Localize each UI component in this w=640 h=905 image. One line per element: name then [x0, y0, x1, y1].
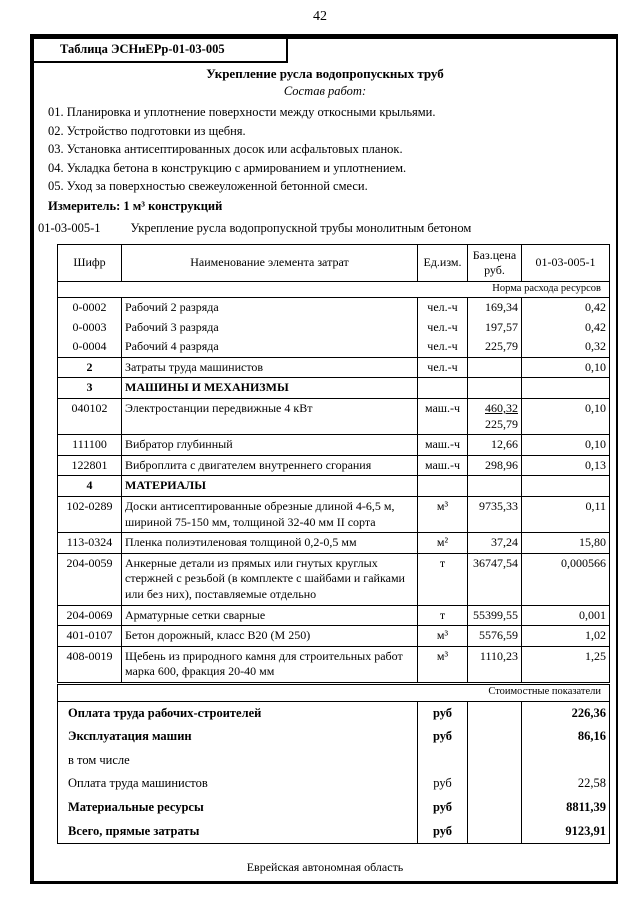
- row-price-cell: 36747,54: [468, 553, 522, 605]
- cost-row: [58, 725, 610, 749]
- cost-row: [58, 796, 610, 820]
- work-item: 03. Установка антисептированных досок или асфальтовых планок.: [48, 142, 403, 156]
- row-code-cell: 4: [58, 476, 122, 497]
- col-header-unit: Ед.изм.: [418, 244, 468, 281]
- col-header-base-price-line1: Баз.цена: [472, 247, 517, 262]
- row-code-cell: 204-0059: [58, 553, 122, 605]
- cost-empty-cell: [468, 701, 522, 725]
- row-price-cell: 1110,23: [468, 646, 522, 683]
- row-name-cell: МАШИНЫ И МЕХАНИЗМЫ: [122, 378, 418, 399]
- cost-unit-cell: руб: [418, 772, 468, 796]
- cost-empty-cell: [468, 749, 522, 773]
- cost-value-cell: [522, 749, 610, 773]
- cost-value-cell: 8811,39: [522, 796, 610, 820]
- cost-unit-cell: руб: [418, 820, 468, 844]
- row-unit-cell: маш.-ч: [418, 435, 468, 456]
- cost-band-label: Стоимостные показатели: [58, 683, 610, 701]
- row-price-cell: 5576,59: [468, 626, 522, 647]
- row-code-cell: 0-0003: [58, 318, 122, 338]
- row-price-cell: 225,79: [468, 337, 522, 357]
- row-price-cell: 9735,33: [468, 497, 522, 533]
- row-price-cell: [468, 357, 522, 378]
- row-unit-cell: маш.-ч: [418, 399, 468, 435]
- row-unit-cell: чел.-ч: [418, 357, 468, 378]
- row-unit-cell: т: [418, 553, 468, 605]
- row-price-cell: 12,66: [468, 435, 522, 456]
- row-norm-cell: [522, 476, 610, 497]
- cost-label-cell: Оплата труда машинистов: [58, 772, 418, 796]
- row-name-cell: Виброплита с двигателем внутреннего сгорания: [122, 455, 418, 476]
- cost-empty-cell: [468, 725, 522, 749]
- row-price-cell: 37,24: [468, 533, 522, 554]
- table-row: [58, 298, 610, 318]
- row-price-cell: [468, 476, 522, 497]
- norm-band-row: [58, 281, 610, 298]
- cost-empty-cell: [468, 772, 522, 796]
- cost-label-cell: Всего, прямые затраты: [58, 820, 418, 844]
- work-item: 02. Устройство подготовки из щебня.: [48, 123, 246, 138]
- table-row: [58, 357, 610, 378]
- table-row: [58, 626, 610, 647]
- table-row: [58, 435, 610, 456]
- table-row: [58, 553, 610, 605]
- cost-row: [58, 701, 610, 725]
- cost-label-cell: в том числе: [58, 749, 418, 773]
- row-unit-cell: чел.-ч: [418, 298, 468, 318]
- row-norm-cell: 0,10: [522, 357, 610, 378]
- col-header-norm-code: 01-03-005-1: [522, 244, 610, 281]
- cost-section: [58, 683, 610, 701]
- document-title: Укрепление русла водопропускных труб: [206, 66, 444, 81]
- row-name-cell: Рабочий 4 разряда: [122, 337, 418, 357]
- measurer-line: Измеритель: 1 м³ конструкций: [48, 198, 223, 213]
- cost-label-cell: Материальные ресурсы: [58, 796, 418, 820]
- row-name-cell: Рабочий 2 разряда: [122, 298, 418, 318]
- cost-value-cell: 86,16: [522, 725, 610, 749]
- table-row: [58, 497, 610, 533]
- col-header-base-price-line2: руб.: [484, 262, 505, 277]
- row-name-cell: Щебень из природного камня для строительных работ марка 600, фракция 20-40 мм: [122, 646, 418, 683]
- row-code-cell: 2: [58, 357, 122, 378]
- row-norm-cell: 0,10: [522, 399, 610, 435]
- row-price-cell: [468, 378, 522, 399]
- row-unit-cell: чел.-ч: [418, 318, 468, 338]
- norm-band-label: Норма расхода ресурсов: [58, 281, 610, 298]
- row-code-cell: 204-0069: [58, 605, 122, 626]
- table-label: Таблица ЭСНиЕРр-01-03-005: [34, 39, 288, 63]
- row-name-cell: Вибратор глубинный: [122, 435, 418, 456]
- table-row: [58, 476, 610, 497]
- row-price-cell: 298,96: [468, 455, 522, 476]
- row-norm-cell: 15,80: [522, 533, 610, 554]
- row-norm-cell: 0,42: [522, 298, 610, 318]
- row-name-cell: МАТЕРИАЛЫ: [122, 476, 418, 497]
- cost-empty-cell: [468, 820, 522, 844]
- row-code-cell: 102-0289: [58, 497, 122, 533]
- row-norm-cell: [522, 378, 610, 399]
- cost-value-cell: 22,58: [522, 772, 610, 796]
- table-row: [58, 533, 610, 554]
- row-norm-cell: 0,10: [522, 435, 610, 456]
- cost-band-row: [58, 683, 610, 701]
- row-price-cell: 55399,55: [468, 605, 522, 626]
- row-norm-cell: 0,11: [522, 497, 610, 533]
- row-unit-cell: [418, 378, 468, 399]
- work-items-list: [48, 103, 616, 196]
- table-row: [58, 399, 610, 435]
- table-row: [58, 378, 610, 399]
- work-composition-heading: Состав работ:: [283, 84, 367, 98]
- page-number: 42: [313, 9, 327, 24]
- cost-unit-cell: руб: [418, 796, 468, 820]
- table-row: [58, 646, 610, 683]
- row-unit-cell: [418, 476, 468, 497]
- work-item: 04. Укладка бетона в конструкцию с армированием и уплотнением.: [48, 160, 407, 175]
- col-header-base-price: [468, 244, 522, 281]
- row-name-cell: Рабочий 3 разряда: [122, 318, 418, 338]
- document-frame: [30, 34, 618, 884]
- row-unit-cell: м²: [418, 533, 468, 554]
- norm-code: 01-03-005-1: [38, 220, 101, 235]
- row-code-cell: 0-0002: [58, 298, 122, 318]
- row-code-cell: 111100: [58, 435, 122, 456]
- row-norm-cell: 0,000566: [522, 553, 610, 605]
- resource-rows: [58, 298, 610, 684]
- cost-row: [58, 772, 610, 796]
- row-unit-cell: чел.-ч: [418, 337, 468, 357]
- cost-value-cell: 9123,91: [522, 820, 610, 844]
- cost-unit-cell: руб: [418, 725, 468, 749]
- table-row: [58, 605, 610, 626]
- cost-row: [58, 749, 610, 773]
- row-code-cell: 408-0019: [58, 646, 122, 683]
- row-name-cell: Бетон дорожный, класс В20 (М 250): [122, 626, 418, 647]
- work-item: 05. Уход за поверхностью свежеуложенной бетонной смеси.: [48, 179, 368, 193]
- row-unit-cell: маш.-ч: [418, 455, 468, 476]
- row-code-cell: 040102: [58, 399, 122, 435]
- cost-row: [58, 820, 610, 844]
- row-unit-cell: м³: [418, 646, 468, 683]
- norm-title-line: [38, 221, 616, 236]
- row-norm-cell: 0,42: [522, 318, 610, 338]
- cost-value-cell: 226,36: [522, 701, 610, 725]
- row-unit-cell: м³: [418, 497, 468, 533]
- row-code-cell: 122801: [58, 455, 122, 476]
- row-norm-cell: 1,25: [522, 646, 610, 683]
- row-unit-cell: т: [418, 605, 468, 626]
- row-name-cell: Анкерные детали из прямых или гнутых круглых стержней с резьбой (в комплекте с шайбами и гайками или без них), поставляемые отдельно: [122, 553, 418, 605]
- row-name-cell: Арматурные сетки сварные: [122, 605, 418, 626]
- row-code-cell: 3: [58, 378, 122, 399]
- row-name-cell: Доски антисептированные обрезные длиной 4-6,5 м, шириной 75-150 мм, толщиной 32-40 мм II сорта: [122, 497, 418, 533]
- footer-region-label: Еврейская автономная область: [246, 860, 404, 875]
- row-norm-cell: 1,02: [522, 626, 610, 647]
- norm-title: Укрепление русла водопропускной трубы монолитным бетоном: [130, 220, 472, 235]
- row-price-cell: 460,32 225,79: [468, 399, 522, 435]
- cost-empty-cell: [468, 796, 522, 820]
- col-header-code: Шифр: [58, 244, 122, 281]
- row-price-cell: 169,34: [468, 298, 522, 318]
- col-header-name: Наименование элемента затрат: [122, 244, 418, 281]
- row-name-cell: Пленка полиэтиленовая толщиной 0,2-0,5 мм: [122, 533, 418, 554]
- table-row: [58, 337, 610, 357]
- cost-label-cell: Эксплуатация машин: [58, 725, 418, 749]
- row-name-cell: Затраты труда машинистов: [122, 357, 418, 378]
- row-norm-cell: 0,001: [522, 605, 610, 626]
- row-norm-cell: 0,13: [522, 455, 610, 476]
- row-name-cell: Электростанции передвижные 4 кВт: [122, 399, 418, 435]
- table-row: [58, 455, 610, 476]
- cost-unit-cell: [418, 749, 468, 773]
- row-code-cell: 113-0324: [58, 533, 122, 554]
- table-label-box: [34, 39, 616, 63]
- row-code-cell: 401-0107: [58, 626, 122, 647]
- cost-rows: [58, 701, 610, 844]
- cost-unit-cell: руб: [418, 701, 468, 725]
- table-row: [58, 318, 610, 338]
- work-item: 01. Планировка и уплотнение поверхности между откосными крыльями.: [48, 105, 436, 119]
- row-unit-cell: м³: [418, 626, 468, 647]
- row-price-cell: 197,57: [468, 318, 522, 338]
- row-code-cell: 0-0004: [58, 337, 122, 357]
- table-header-row: [58, 244, 610, 281]
- resources-table: [57, 244, 610, 845]
- row-norm-cell: 0,32: [522, 337, 610, 357]
- cost-label-cell: Оплата труда рабочих-строителей: [58, 701, 418, 725]
